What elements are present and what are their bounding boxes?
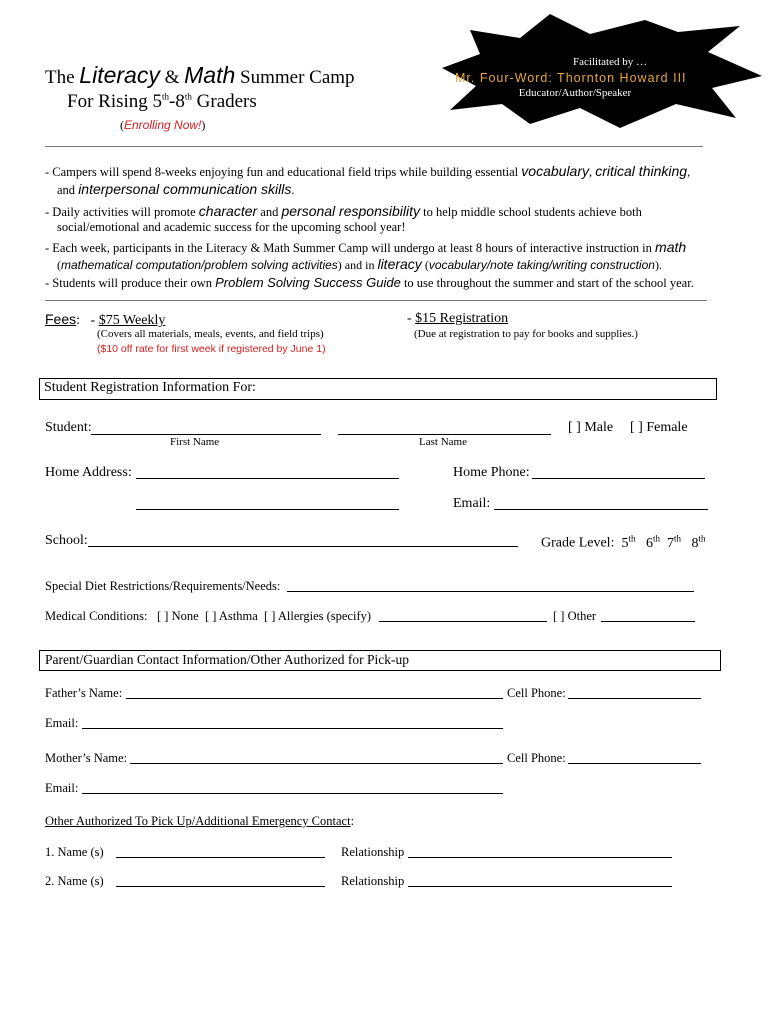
grade-8[interactable] [691, 533, 706, 551]
bullet-3-math-desc: mathematical computation/problem solving activities [61, 258, 338, 272]
enroll-close: ) [201, 118, 206, 132]
other-contact-heading-text: Other Authorized To Pick Up/Additional Emergency Contact [45, 814, 351, 828]
email-label-2: Email: [45, 781, 79, 795]
bullet-3 [45, 239, 686, 256]
bullets-divider [45, 300, 707, 301]
header-divider [45, 146, 703, 147]
mother-email-field[interactable] [82, 793, 503, 794]
email-field[interactable] [494, 509, 708, 510]
enrolling-now-text: Enrolling Now! [124, 118, 202, 132]
fees-reg-note: (Due at registration to pay for books and supplies.) [414, 328, 638, 340]
subtitle-for-rising: For Rising 5 [67, 91, 163, 112]
fees-weekly-dash: - [90, 313, 96, 328]
page-subtitle [67, 91, 257, 113]
subtitle-dash8: -8 [169, 91, 185, 112]
grade-level-label: Grade Level: [541, 535, 615, 551]
mother-cell-field[interactable] [568, 763, 701, 764]
home-address-field-2[interactable] [136, 509, 399, 510]
subtitle-sup1: th [162, 91, 170, 102]
home-address-field[interactable] [136, 478, 399, 479]
grade-7-num: 7 [667, 535, 674, 551]
bullet-3-open: ( [57, 258, 61, 272]
subtitle-graders: Graders [196, 91, 257, 112]
bullet-3-and-in: ) and in [337, 258, 375, 272]
diet-label: Special Diet Restrictions/Requirements/Needs: [45, 579, 281, 593]
bullet-4-text-b: to use throughout the summer and start of the school year. [403, 276, 694, 290]
other-contact-colon: : [350, 814, 355, 828]
bullet-3-literacy: literacy [377, 256, 422, 272]
bullet-1-dot: . [291, 183, 295, 197]
grade-6-sup: th [652, 533, 660, 543]
student-section-heading: Student Registration Information For: [44, 380, 256, 395]
fees-discount: ($10 off rate for first week if registered by June 1) [97, 343, 326, 355]
home-address-label: Home Address: [45, 465, 132, 480]
grade-8-num: 8 [691, 535, 699, 551]
allergies-field[interactable] [379, 621, 547, 622]
email-label-1: Email: [45, 716, 79, 730]
father-name-field[interactable] [126, 698, 503, 699]
other-medical-field[interactable] [601, 621, 695, 622]
fees-weekly-note: (Covers all materials, meals, events, and field trips) [97, 328, 324, 340]
bullet-2-text: - Daily activities will promote [45, 205, 196, 219]
bullet-2-line-2: social/emotional and academic success for the upcoming school year! [57, 220, 406, 234]
mother-name-field[interactable] [130, 763, 503, 764]
subtitle-sup2: th [184, 91, 192, 102]
fees-reg-dash: - [407, 311, 412, 326]
mother-label: Mother’s Name: [45, 751, 128, 765]
school-label: School: [45, 533, 88, 548]
contact-1-name-field[interactable] [116, 857, 325, 858]
bullet-1-critical-thinking: critical thinking [595, 163, 688, 179]
father-label: Father’s Name: [45, 686, 123, 700]
fees-label: Fees [45, 311, 77, 327]
burst-name: Mr. Four-Word: Thornton Howard III [455, 71, 687, 85]
fees-registration-row [407, 311, 508, 327]
bullet-4 [45, 275, 694, 291]
contact-2-name-label: 2. Name (s) [45, 874, 104, 888]
father-cell-field[interactable] [568, 698, 701, 699]
grade-level [541, 533, 706, 552]
bullet-2-and: and [260, 205, 279, 219]
bullet-1 [45, 163, 690, 180]
bullet-1-vocabulary: vocabulary [521, 163, 589, 179]
last-name-field[interactable] [338, 434, 551, 435]
last-name-caption: Last Name [419, 436, 467, 448]
grade-6[interactable] [645, 533, 660, 551]
title-math: Math [184, 62, 236, 88]
bullet-3-text: - Each week, participants in the Literacy & Math Summer Camp will undergo at least 8 hours of interactive instruction in [45, 241, 652, 255]
bullet-1-interpersonal: interpersonal communication skills [78, 181, 292, 197]
burst-role: Educator/Author/Speaker [518, 87, 632, 99]
bullet-3-close2: ). [654, 258, 662, 272]
title-literacy: Literacy [79, 62, 160, 88]
bullet-2-text-b: to help middle school students achieve both [423, 205, 642, 219]
bullet-1-and: and [57, 183, 76, 197]
email-label: Email: [453, 496, 491, 511]
grade-7-sup: th [674, 533, 682, 543]
grade-8-sup: th [698, 533, 706, 543]
title-amp: & [164, 67, 180, 88]
bullet-2 [45, 203, 642, 220]
enrolling-now [120, 118, 205, 133]
medical-other-checkbox[interactable]: [ ] Other [553, 609, 597, 623]
grade-6-num: 6 [645, 535, 653, 551]
medical-asthma-checkbox[interactable]: [ ] Asthma [205, 609, 258, 623]
title-camp: Summer Camp [240, 67, 355, 88]
contact-1-relationship-field[interactable] [408, 857, 672, 858]
page-title [45, 62, 355, 89]
grade-5-sup: th [628, 533, 636, 543]
bullet-4-text: - Students will produce their own [45, 276, 212, 290]
parent-section-heading: Parent/Guardian Contact Information/Other Authorized for Pick-up [45, 652, 410, 667]
fees-weekly: $75 Weekly [98, 313, 166, 328]
grade-5-num: 5 [621, 535, 629, 551]
student-label: Student: [45, 420, 92, 435]
bullet-3-line-2 [57, 256, 662, 273]
contact-2-relationship-field[interactable] [408, 886, 672, 887]
enroll-open: ( [120, 118, 124, 132]
medical-none-checkbox[interactable]: [ ] None [157, 609, 199, 623]
cell-phone-label-1: Cell Phone: [507, 686, 566, 700]
bullet-1-text: - Campers will spend 8-weeks enjoying fun and educational field trips while building essential [45, 165, 519, 179]
bullet-1-comma: , [589, 165, 593, 179]
home-phone-field[interactable] [532, 478, 705, 479]
bullet-2-character: character [198, 203, 258, 219]
home-phone-label: Home Phone: [453, 465, 530, 480]
contact-1-name-label: 1. Name (s) [45, 845, 104, 859]
school-field[interactable] [88, 546, 518, 547]
bullet-1-line-2 [57, 181, 295, 198]
bullet-1-comma2: , [687, 165, 691, 179]
contact-2-name-field[interactable] [116, 886, 325, 887]
fees-registration: $15 Registration [415, 311, 509, 326]
burst-facilitated: Facilitated by … [573, 56, 647, 68]
medical-allergies-checkbox[interactable]: [ ] Allergies (specify) [264, 609, 372, 623]
cell-phone-label-2: Cell Phone: [507, 751, 566, 765]
male-checkbox[interactable]: [ ] Male [568, 420, 614, 435]
grade-7[interactable] [667, 533, 682, 551]
father-email-field[interactable] [82, 728, 503, 729]
bullet-2-personal-responsibility: personal responsibility [281, 203, 420, 219]
bullet-3-literacy-desc: vocabulary/note taking/writing construction [428, 258, 655, 272]
title-the: The [45, 67, 75, 88]
female-checkbox[interactable]: [ ] Female [630, 420, 688, 435]
fees-row [45, 311, 165, 329]
fees-colon: : [76, 313, 81, 328]
bullet-3-math: math [655, 239, 687, 255]
contact-2-relationship-label: Relationship [341, 874, 405, 888]
diet-field[interactable] [287, 591, 694, 592]
bullet-3-open2: ( [424, 258, 429, 272]
contact-1-relationship-label: Relationship [341, 845, 405, 859]
bullet-4-guide: Problem Solving Success Guide [215, 275, 401, 290]
first-name-caption: First Name [170, 436, 220, 448]
other-contact-heading [45, 814, 354, 829]
medical-label: Medical Conditions: [45, 609, 148, 623]
first-name-field[interactable] [91, 434, 321, 435]
grade-5[interactable] [621, 533, 636, 551]
